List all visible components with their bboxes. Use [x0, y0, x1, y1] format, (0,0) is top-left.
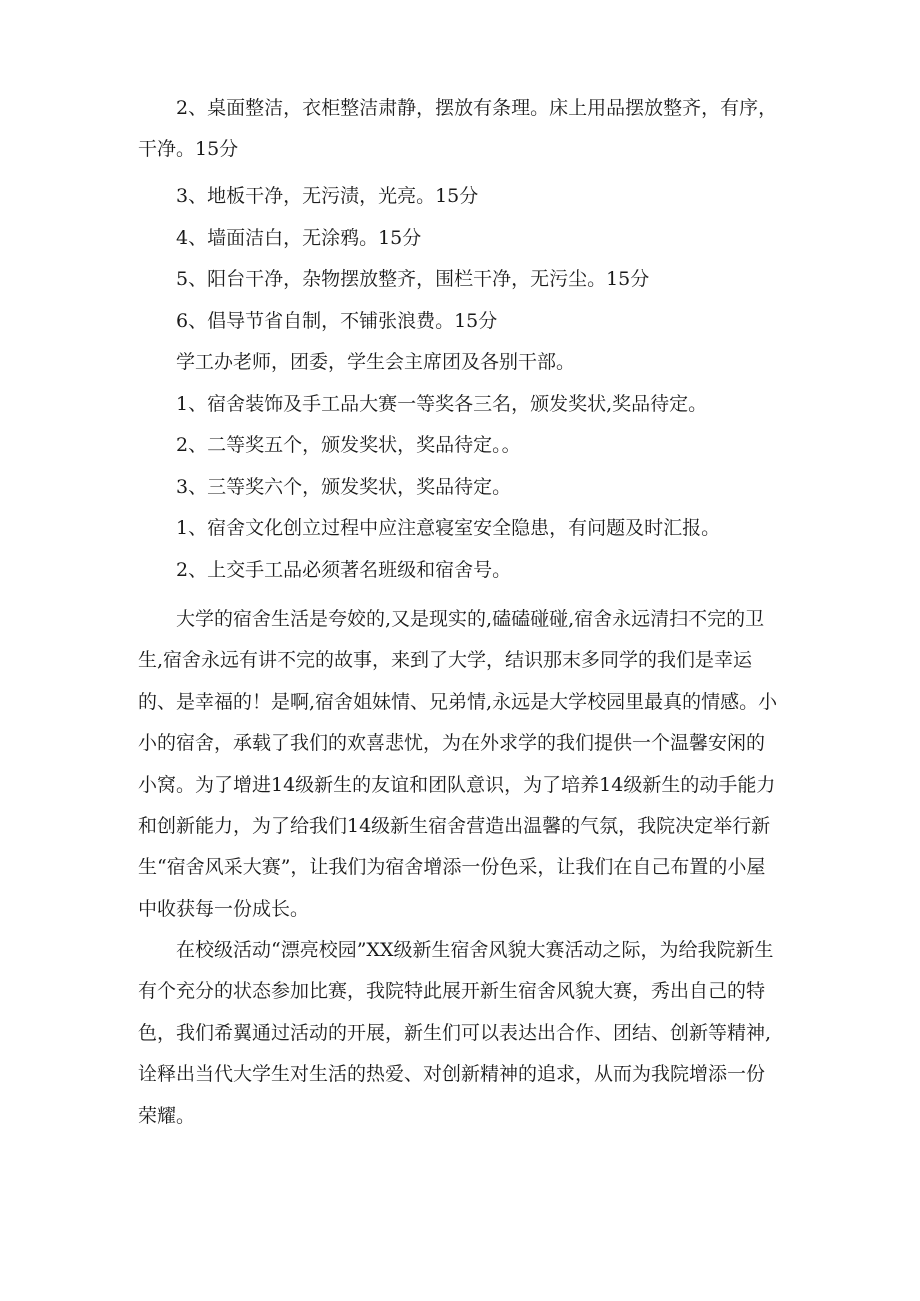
paragraph-note-2: 2、上交手工品必须著名班级和宿舍号。 [176, 559, 512, 581]
paragraph-note-1: 1、宿舍文化创立过程中应注意寝室安全隐患，有问题及时汇报。 [176, 517, 721, 539]
paragraph-criterion-2: 2、桌面整洁，衣柜整洁肃静，摆放有条理。床上用品摆放整齐，有序，干净。15分 [138, 97, 778, 161]
paragraph-criterion-5: 5、阳台干净，杂物摆放整齐，围栏干净，无污尘。15分 [176, 268, 650, 290]
paragraph-criterion-4: 4、墙面洁白，无涂鸦。15分 [176, 227, 422, 249]
paragraph-introduction: 大学的宿舍生活是夸姣的,又是现实的,磕磕碰碰,宿舍永远清扫不完的卫生,宿舍永远有讲不完的故事，来到了大学，结识那末多同学的我们是幸运的、是幸福的！是啊,宿舍姐妹情、兄弟情,永远是大学校园里最真的情感。小小的宿舍，承载了我们的欢喜悲忧，为在外求学的我们提供一个温馨安闲的小窝。为了增进14级新生的友谊和团队意识，为了培养14级新生的动手能力和创新能力，为了给我们14级新生宿舍营造出温馨的气氛，我院决定举行新生“宿舍风采大赛”，让我们为宿舍增添一份色采，让我们在自己布置的小屋中收获每一份成长。 [138, 608, 778, 920]
paragraph-criterion-6: 6、倡导节省自制，不铺张浪费。15分 [176, 310, 498, 332]
paragraph-judges: 学工办老师，团委，学生会主席团及各别干部。 [176, 351, 576, 373]
paragraph-award-1: 1、宿舍装饰及手工品大赛一等奖各三名，颁发奖状,奖品待定。 [176, 393, 708, 415]
paragraph-criterion-3: 3、地板干净，无污渍，光亮。15分 [176, 185, 479, 207]
paragraph-purpose: 在校级活动“漂亮校园”XX级新生宿舍风貌大赛活动之际，为给我院新生有个充分的状态参加比赛，我院特此展开新生宿舍风貌大赛，秀出自己的特色，我们希翼通过活动的开展，新生们可以表达出合作、团结、创新等精神,诠释出当代大学生对生活的热爱、对创新精神的追求，从而为我院增添一份荣耀。 [138, 939, 774, 1127]
paragraph-award-3: 3、三等奖六个，颁发奖状，奖品待定。 [176, 476, 512, 498]
paragraph-award-2: 2、二等奖五个，颁发奖状，奖品待定。。 [176, 434, 521, 456]
